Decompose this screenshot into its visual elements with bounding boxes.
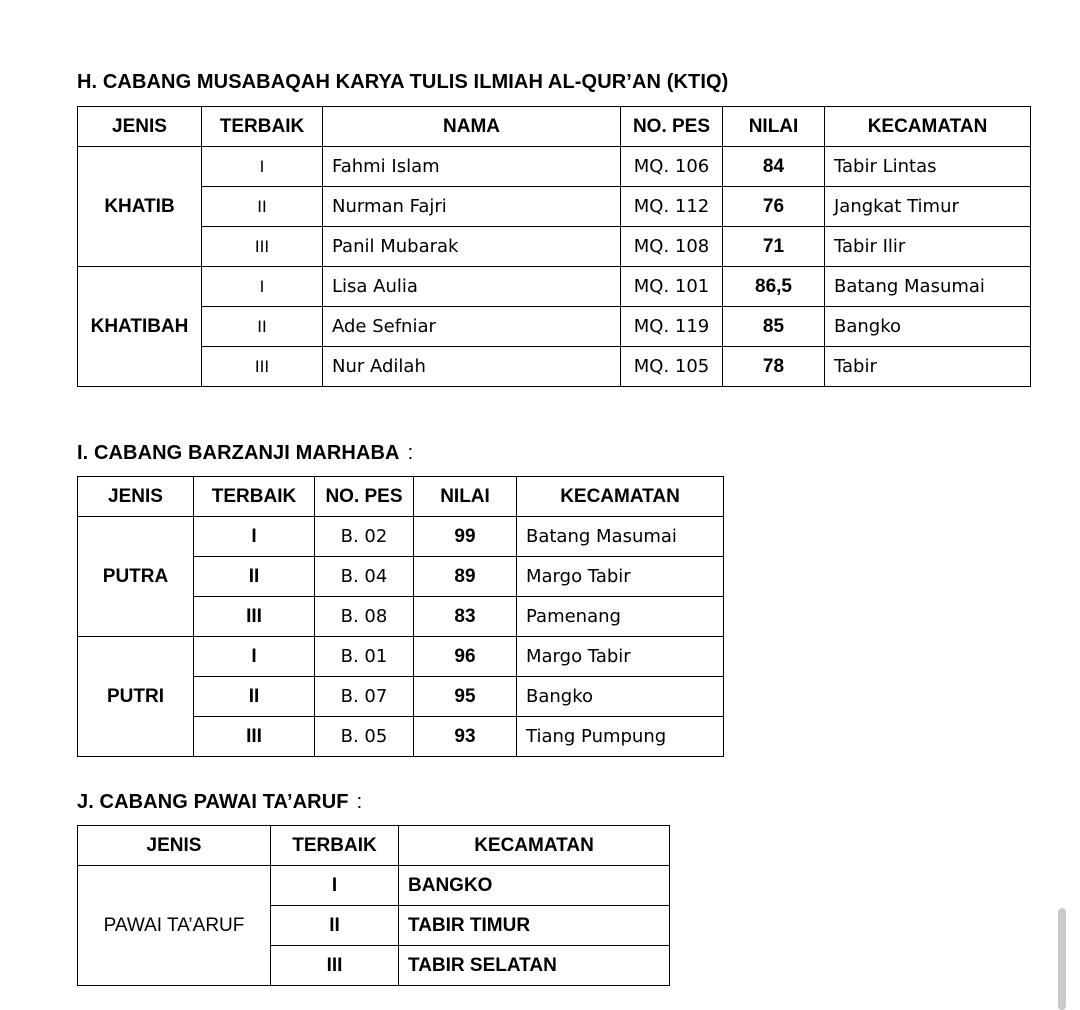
kecamatan-cell: Jangkat Timur [825,187,1031,227]
barzanji-title-text: I. CABANG BARZANJI MARHABA [77,442,400,464]
nilai-cell: 93 [414,717,517,757]
header-nilai: NILAI [414,477,517,517]
terbaik-cell: II [194,557,315,597]
table-header-row [78,107,1031,147]
header-nilai: NILAI [723,107,825,147]
no-pes-cell: MQ. 108 [621,227,723,267]
table-row [78,307,1031,347]
header-jenis: JENIS [78,107,202,147]
header-terbaik: TERBAIK [271,826,399,866]
nilai-cell: 96 [414,637,517,677]
terbaik-cell: I [202,147,323,187]
nama-cell: Lisa Aulia [323,267,621,307]
terbaik-cell: III [271,946,399,986]
no-pes-cell: MQ. 105 [621,347,723,387]
header-kecamatan: KECAMATAN [517,477,724,517]
nama-cell: Panil Mubarak [323,227,621,267]
kecamatan-cell: TABIR SELATAN [399,946,670,986]
pawai-title-colon: : [356,791,363,813]
terbaik-cell: I [271,866,399,906]
no-pes-cell: B. 08 [315,597,414,637]
header-terbaik: TERBAIK [194,477,315,517]
nilai-cell: 78 [723,347,825,387]
header-kecamatan: KECAMATAN [399,826,670,866]
no-pes-cell: MQ. 106 [621,147,723,187]
terbaik-cell: II [194,677,315,717]
nama-cell: Nur Adilah [323,347,621,387]
nilai-cell: 86,5 [723,267,825,307]
no-pes-cell: B. 05 [315,717,414,757]
nilai-cell: 71 [723,227,825,267]
no-pes-cell: B. 07 [315,677,414,717]
barzanji-section-title [77,442,413,465]
kecamatan-cell: Tabir [825,347,1031,387]
no-pes-cell: MQ. 101 [621,267,723,307]
barzanji-title-colon: : [407,442,414,464]
jenis-cell: KHATIB [78,147,202,267]
no-pes-cell: B. 01 [315,637,414,677]
nama-cell: Nurman Fajri [323,187,621,227]
header-jenis: JENIS [78,477,194,517]
kecamatan-cell: Margo Tabir [517,557,724,597]
kecamatan-cell: Tabir Ilir [825,227,1031,267]
table-row [78,227,1031,267]
no-pes-cell: MQ. 112 [621,187,723,227]
terbaik-cell: III [202,227,323,267]
nilai-cell: 83 [414,597,517,637]
pawai-title-text: J. CABANG PAWAI TA’ARUF [77,791,349,813]
header-terbaik: TERBAIK [202,107,323,147]
table-row [78,147,1031,187]
nama-cell: Ade Sefniar [323,307,621,347]
kecamatan-cell: BANGKO [399,866,670,906]
no-pes-cell: B. 04 [315,557,414,597]
kecamatan-cell: Bangko [825,307,1031,347]
header-nama: NAMA [323,107,621,147]
nilai-cell: 99 [414,517,517,557]
table-header-row [78,826,670,866]
header-no-pes: NO. PES [621,107,723,147]
jenis-cell: KHATIBAH [78,267,202,387]
kecamatan-cell: Margo Tabir [517,637,724,677]
header-no-pes: NO. PES [315,477,414,517]
terbaik-cell: II [202,187,323,227]
header-kecamatan: KECAMATAN [825,107,1031,147]
ktiq-table [77,106,1031,387]
barzanji-table [77,476,724,757]
pawai-section-title [77,791,362,814]
no-pes-cell: B. 02 [315,517,414,557]
terbaik-cell: III [194,597,315,637]
table-row [78,517,724,557]
terbaik-cell: I [202,267,323,307]
jenis-cell: PUTRI [78,637,194,757]
vertical-scrollbar-thumb[interactable] [1058,908,1066,1010]
nilai-cell: 76 [723,187,825,227]
terbaik-cell: II [202,307,323,347]
ktiq-section-title: H. CABANG MUSABAQAH KARYA TULIS ILMIAH AL-QUR’AN (KTIQ) [77,71,729,93]
nilai-cell: 95 [414,677,517,717]
nilai-cell: 85 [723,307,825,347]
kecamatan-cell: Batang Masumai [825,267,1031,307]
kecamatan-cell: TABIR TIMUR [399,906,670,946]
table-header-row [78,477,724,517]
kecamatan-cell: Tabir Lintas [825,147,1031,187]
kecamatan-cell: Batang Masumai [517,517,724,557]
terbaik-cell: I [194,637,315,677]
no-pes-cell: MQ. 119 [621,307,723,347]
table-row [78,187,1031,227]
nilai-cell: 84 [723,147,825,187]
table-row [78,347,1031,387]
table-row [78,866,670,906]
kecamatan-cell: Tiang Pumpung [517,717,724,757]
terbaik-cell: II [271,906,399,946]
table-row [78,267,1031,307]
jenis-cell: PAWAI TA’ARUF [78,866,271,986]
terbaik-cell: III [202,347,323,387]
kecamatan-cell: Bangko [517,677,724,717]
nilai-cell: 89 [414,557,517,597]
kecamatan-cell: Pamenang [517,597,724,637]
terbaik-cell: I [194,517,315,557]
nama-cell: Fahmi Islam [323,147,621,187]
header-jenis: JENIS [78,826,271,866]
terbaik-cell: III [194,717,315,757]
pawai-table [77,825,670,986]
table-row [78,637,724,677]
jenis-cell: PUTRA [78,517,194,637]
